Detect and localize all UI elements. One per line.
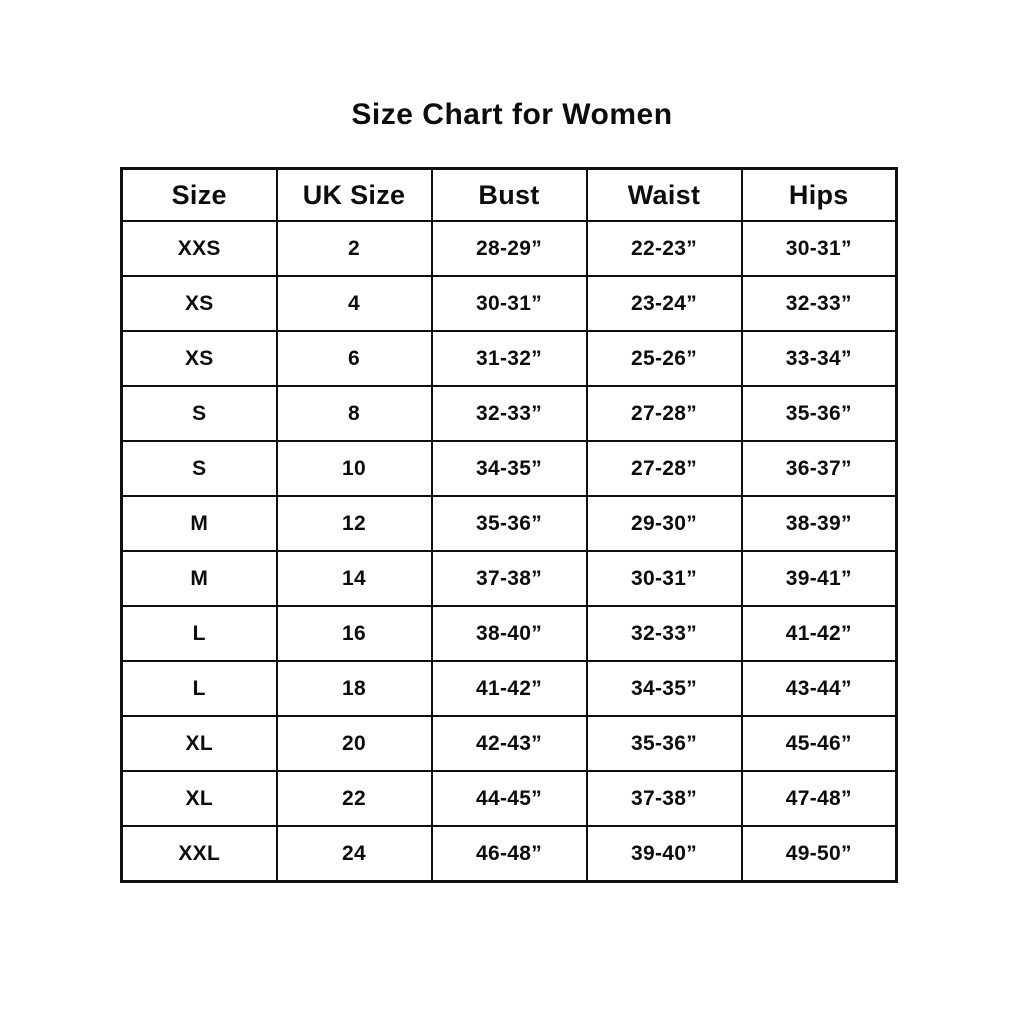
column-header-hips: Hips (742, 169, 897, 222)
table-cell: 8 (277, 386, 432, 441)
table-cell: 31-32” (432, 331, 587, 386)
table-cell: S (122, 386, 277, 441)
table-cell: 22-23” (587, 221, 742, 276)
table-cell: 22 (277, 771, 432, 826)
table-cell: XXL (122, 826, 277, 882)
table-row (122, 716, 897, 771)
table-cell: 37-38” (432, 551, 587, 606)
table-cell: 42-43” (432, 716, 587, 771)
table-cell: 39-41” (742, 551, 897, 606)
table-row (122, 771, 897, 826)
table-cell: 30-31” (587, 551, 742, 606)
table-cell: 44-45” (432, 771, 587, 826)
column-header-uk-size: UK Size (277, 169, 432, 222)
table-cell: 27-28” (587, 386, 742, 441)
table-cell: 14 (277, 551, 432, 606)
table-cell: 24 (277, 826, 432, 882)
table-row (122, 551, 897, 606)
table-cell: 34-35” (432, 441, 587, 496)
table-cell: 12 (277, 496, 432, 551)
table-cell: 30-31” (742, 221, 897, 276)
table-cell: 10 (277, 441, 432, 496)
table-cell: XL (122, 716, 277, 771)
table-cell: 23-24” (587, 276, 742, 331)
table-header (122, 169, 897, 222)
table-cell: L (122, 661, 277, 716)
table-cell: M (122, 551, 277, 606)
table-cell: XS (122, 331, 277, 386)
table-cell: 6 (277, 331, 432, 386)
table-cell: 41-42” (742, 606, 897, 661)
table-cell: 20 (277, 716, 432, 771)
table-cell: 46-48” (432, 826, 587, 882)
table-cell: 16 (277, 606, 432, 661)
table-cell: 27-28” (587, 441, 742, 496)
table-row (122, 661, 897, 716)
table-cell: 34-35” (587, 661, 742, 716)
table-cell: XS (122, 276, 277, 331)
table-cell: 29-30” (587, 496, 742, 551)
table-cell: 30-31” (432, 276, 587, 331)
page-title: Size Chart for Women (351, 98, 673, 131)
table-row (122, 221, 897, 276)
table-row (122, 331, 897, 386)
table-body (122, 221, 897, 882)
table-header-row (122, 169, 897, 222)
table-cell: 39-40” (587, 826, 742, 882)
table-cell: 36-37” (742, 441, 897, 496)
table-cell: 28-29” (432, 221, 587, 276)
table-cell: 32-33” (742, 276, 897, 331)
table-cell: 38-40” (432, 606, 587, 661)
table-row (122, 276, 897, 331)
table-cell: 33-34” (742, 331, 897, 386)
table-cell: S (122, 441, 277, 496)
table-cell: 4 (277, 276, 432, 331)
table-cell: 35-36” (742, 386, 897, 441)
table-cell: XL (122, 771, 277, 826)
table-cell: 45-46” (742, 716, 897, 771)
table-cell: L (122, 606, 277, 661)
table-cell: 49-50” (742, 826, 897, 882)
column-header-waist: Waist (587, 169, 742, 222)
table-cell: 2 (277, 221, 432, 276)
table-cell: 41-42” (432, 661, 587, 716)
table-cell: M (122, 496, 277, 551)
table-cell: 35-36” (432, 496, 587, 551)
table-cell: 18 (277, 661, 432, 716)
table-row (122, 441, 897, 496)
table-row (122, 826, 897, 882)
table-row (122, 496, 897, 551)
table-cell: 35-36” (587, 716, 742, 771)
table-cell: 32-33” (432, 386, 587, 441)
table-cell: 47-48” (742, 771, 897, 826)
table-cell: 32-33” (587, 606, 742, 661)
table-cell: XXS (122, 221, 277, 276)
size-chart-table (120, 167, 898, 883)
table-row (122, 606, 897, 661)
table-cell: 37-38” (587, 771, 742, 826)
table-cell: 25-26” (587, 331, 742, 386)
column-header-size: Size (122, 169, 277, 222)
table-cell: 38-39” (742, 496, 897, 551)
table-cell: 43-44” (742, 661, 897, 716)
table-row (122, 386, 897, 441)
column-header-bust: Bust (432, 169, 587, 222)
